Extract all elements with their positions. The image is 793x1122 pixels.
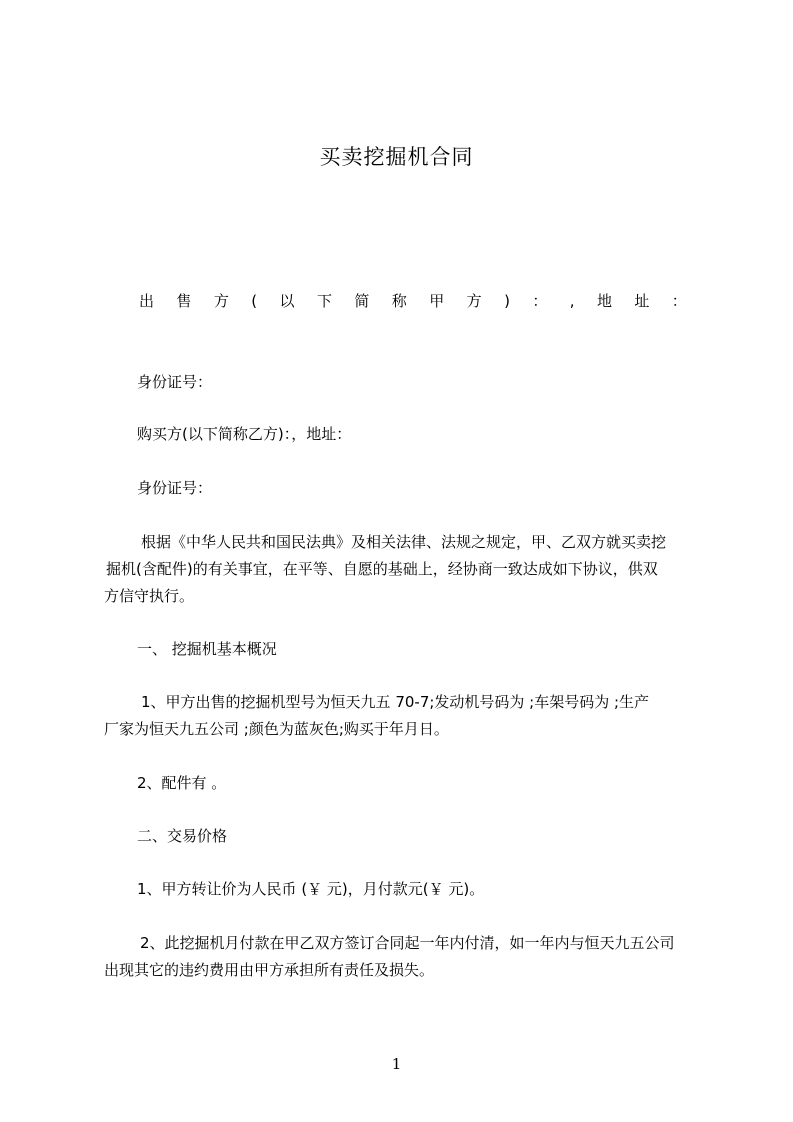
seller-line-char: 出 [139,292,155,310]
item-1-1-line: 厂家为恒天九五公司 ;颜色为蓝灰色;购买于年月日。 [104,720,449,738]
intro-paragraph-line: 方信守执行。 [104,587,195,605]
item-1-1-line: 1、甲方出售的挖掘机型号为恒天九五 70-7;发动机号码为 ;车架号码为 ;生产 [141,693,650,711]
section-2-heading: 二、交易价格 [137,827,228,845]
seller-line-char: 称 [391,292,407,310]
item-2-2-line: 2、此挖掘机月付款在甲乙双方签订合同起一年内付清，如一年内与恒天九五公司 [140,934,675,952]
seller-line-char: ) [504,292,510,310]
seller-line-char: , [569,292,575,310]
buyer-line: 购买方(以下简称乙方)：，地址： [137,425,352,443]
item-2-1: 1、甲方转让价为人民币 (￥ 元)，月付款元(￥ 元)。 [137,880,485,898]
seller-line-char: 方 [213,292,229,310]
intro-paragraph-line: 掘机(含配件)的有关事宜，在平等、自愿的基础上，经协商一致达成如下协议，供双 [106,560,658,578]
item-1-2: 2、配件有 。 [137,774,227,792]
seller-line-char: 简 [354,292,370,310]
seller-line-char: 甲 [429,292,445,310]
section-1-heading: 一、 挖掘机基本概况 [137,640,277,658]
seller-line-char: 方 [466,292,482,310]
seller-line [139,288,687,314]
seller-line-char: 以 [279,292,295,310]
seller-line-char: 地 [596,292,612,310]
seller-line-char: ： [532,292,548,310]
seller-line-char: ： [671,292,687,310]
seller-line-char: 址 [634,292,650,310]
page-number: 1 [391,1055,402,1073]
seller-line-char: ( [251,292,258,310]
seller-line-char: 售 [176,292,192,310]
intro-paragraph-line: 根据《中华人民共和国民法典》及相关法律、法规之规定，甲、乙双方就买卖挖 [141,533,667,551]
buyer-id-line: 身份证号： [137,479,213,497]
item-2-2-line: 出现其它的违约费用由甲方承担所有责任及损失。 [104,961,435,979]
seller-line-char: 下 [316,292,332,310]
document-title: 买卖挖掘机合同 [319,145,474,169]
seller-id-line: 身份证号： [137,373,213,391]
